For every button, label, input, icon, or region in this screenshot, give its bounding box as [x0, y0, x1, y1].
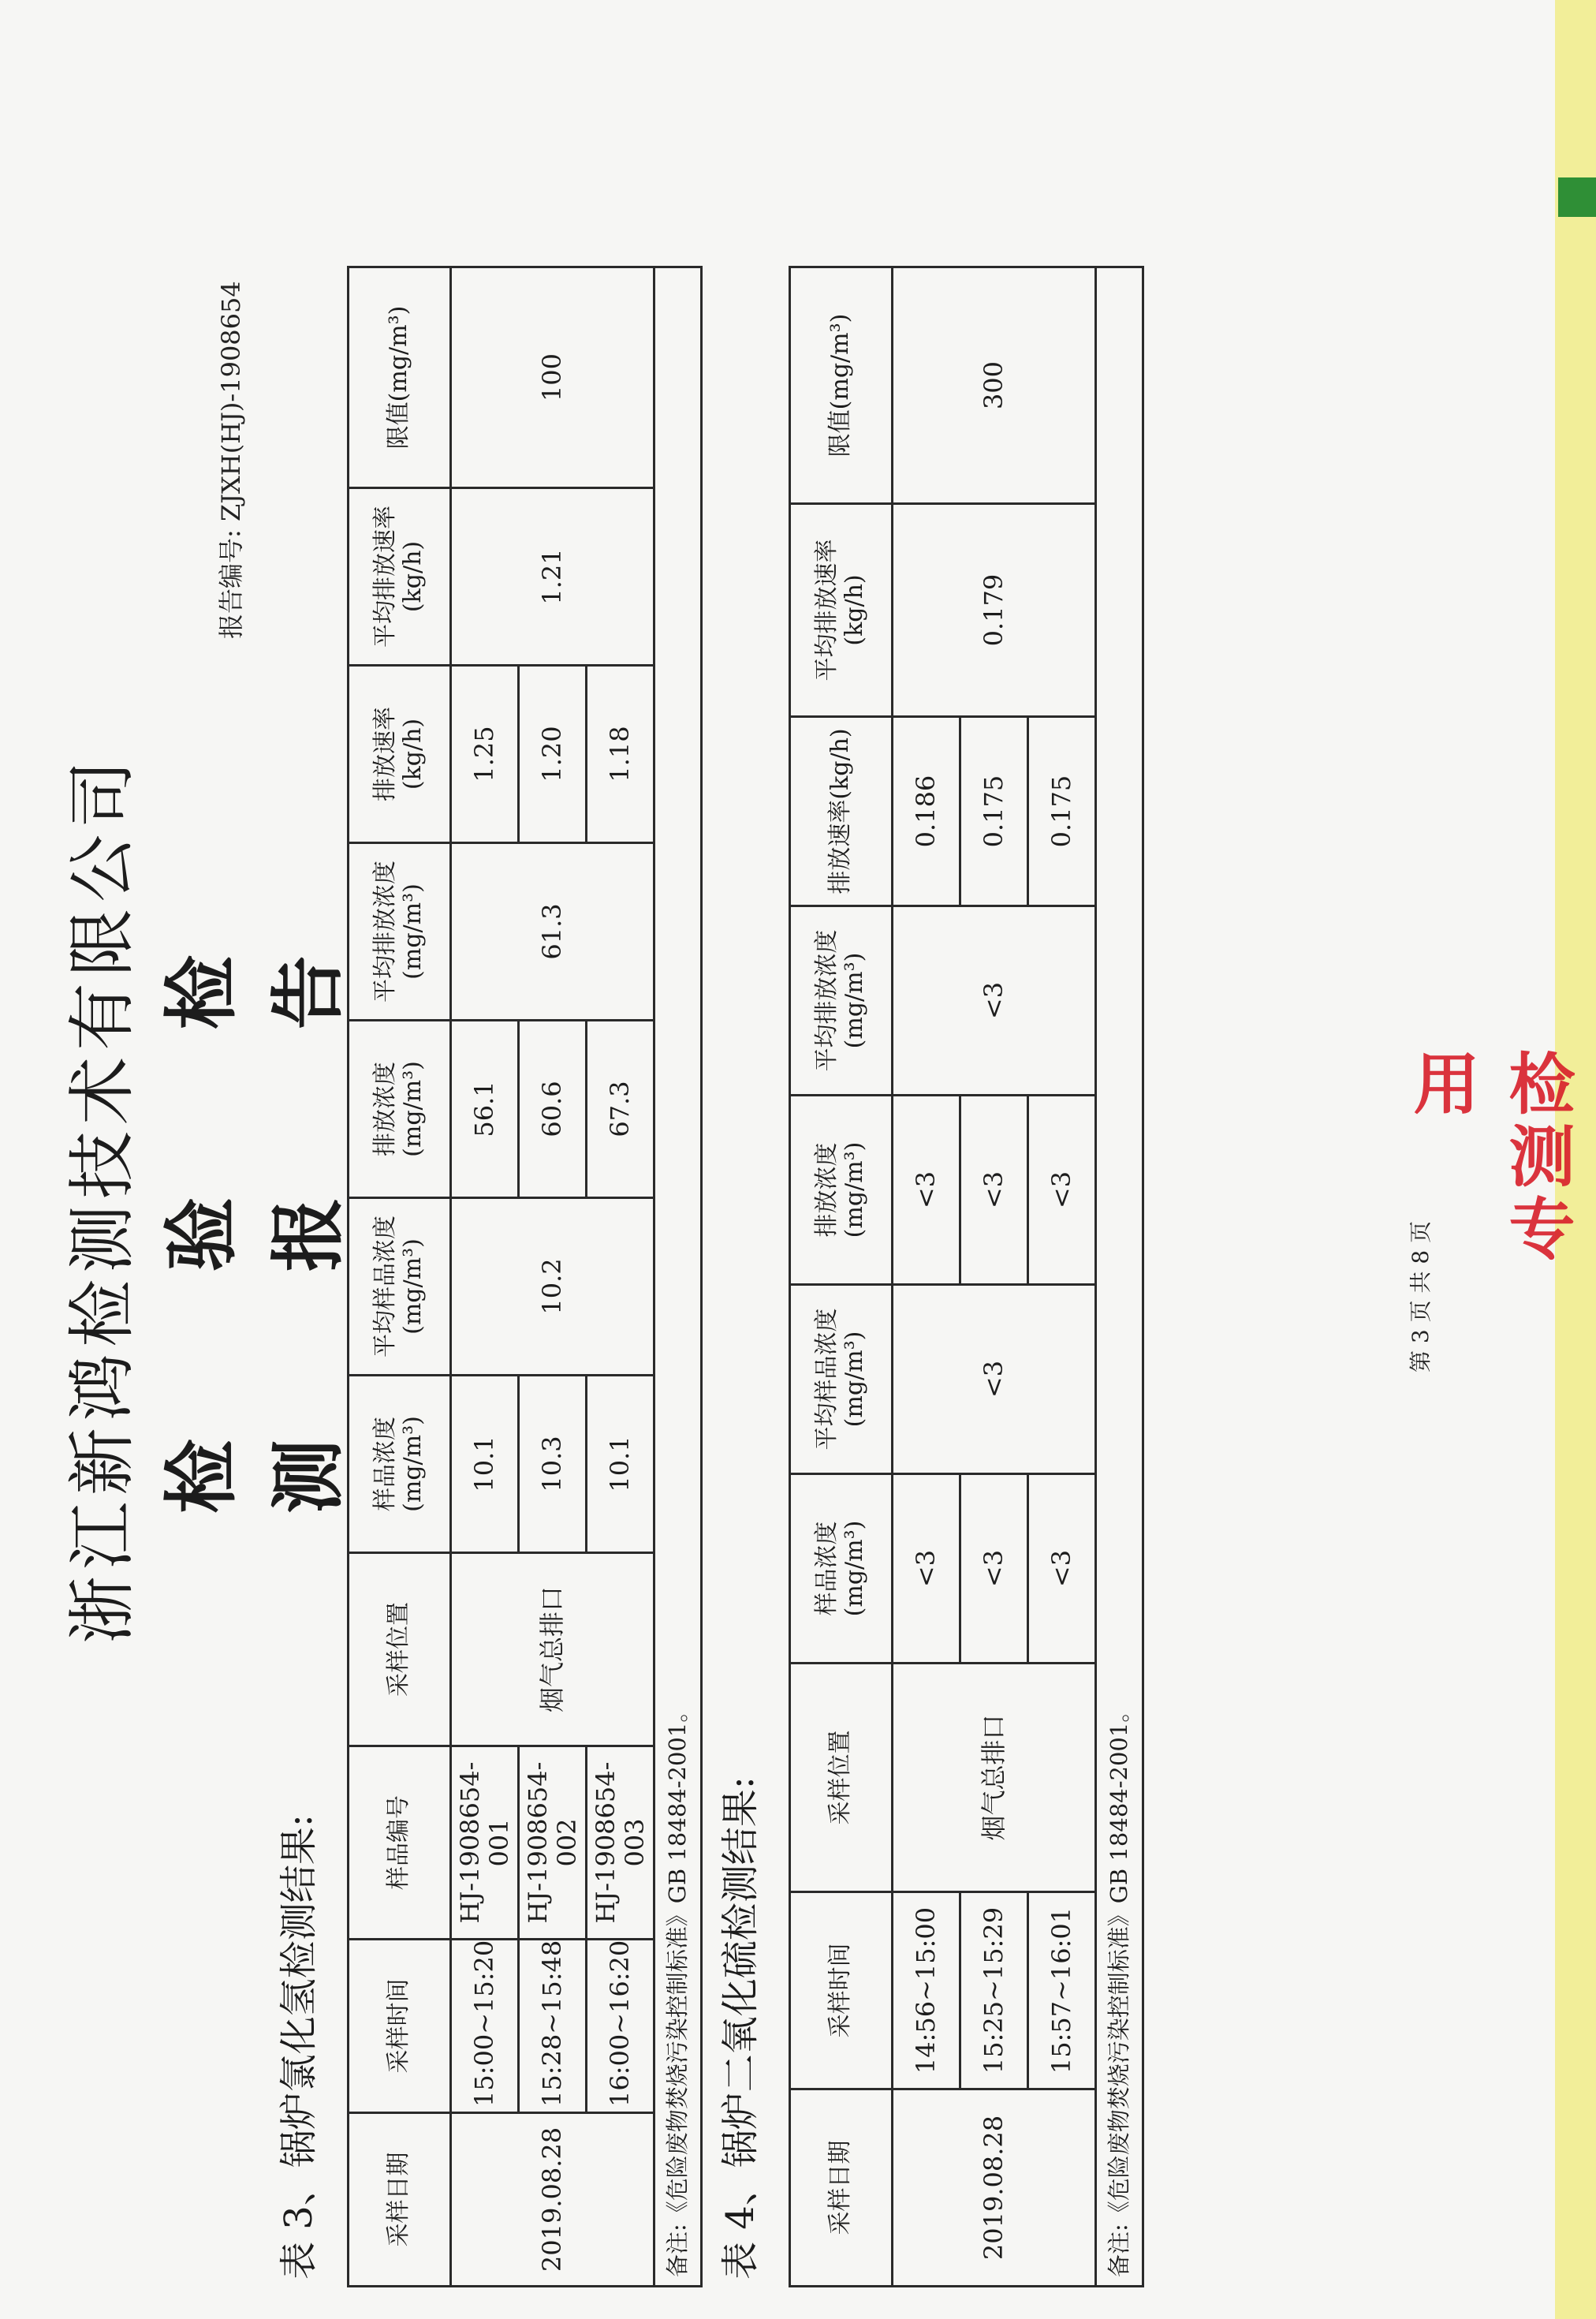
sample-conc: 10.3: [519, 1376, 587, 1553]
emission-conc: 67.3: [587, 1021, 654, 1198]
header-cell: 采样日期: [790, 2089, 893, 2287]
table3-caption: 表 3、锅炉氯化氢检测结果:: [277, 1814, 321, 2280]
header-cell: 样品浓度(mg/m³): [790, 1474, 893, 1664]
table3-hcl-results: [347, 266, 703, 2287]
sample-id: HJ-1908654-003: [587, 1746, 654, 1940]
table-row: [451, 267, 519, 2287]
avg-emission-rate: 0.179: [893, 504, 1096, 717]
report-number: 报告编号: ZJXH(HJ)-1908654: [216, 281, 246, 639]
header-cell: 采样位置: [349, 1553, 451, 1746]
header-cell: 采样时间: [790, 1892, 893, 2089]
table-header-row: [790, 267, 893, 2287]
emission-rate: 0.175: [1028, 717, 1096, 906]
header-cell: 采样位置: [790, 1664, 893, 1892]
header-cell: 排放速率(kg/h): [790, 717, 893, 906]
sample-location: 烟气总排口: [893, 1664, 1096, 1892]
red-stamp: 检测专用: [1403, 1049, 1576, 1267]
header-cell: 平均排放浓度 (mg/m³): [790, 906, 893, 1096]
header-cell: 平均排放速率 (kg/h): [349, 488, 451, 666]
table4-so2-results: [789, 266, 1144, 2287]
company-name: 浙江新鸿检测技术有限公司: [63, 754, 142, 1644]
table4-caption: 表 4、锅炉二氧化硫检测结果:: [718, 1776, 763, 2280]
sample-time: 15:57~16:01: [1028, 1892, 1096, 2089]
emission-conc: 56.1: [451, 1021, 519, 1198]
table3-note: 备注:《危险废物焚烧污染控制标准》GB 18484-2001。: [654, 267, 702, 2287]
header-cell: 排放速率(kg/h): [349, 666, 451, 843]
header-cell: 采样日期: [349, 2113, 451, 2287]
emission-conc: <3: [960, 1096, 1028, 1285]
header-cell: 样品浓度 (mg/m³): [349, 1376, 451, 1553]
rotated-report-page: [16, 95, 1546, 2303]
avg-sample-conc: <3: [893, 1285, 1096, 1474]
header-cell: 采样时间: [349, 1940, 451, 2113]
limit-value: 300: [893, 267, 1096, 504]
emission-rate: 1.25: [451, 666, 519, 843]
table4-note: 备注:《危险废物焚烧污染控制标准》GB 18484-2001。: [1096, 267, 1143, 2287]
avg-sample-conc: 10.2: [451, 1198, 654, 1376]
emission-rate: 1.20: [519, 666, 587, 843]
sample-time: 15:00~15:20: [451, 1940, 519, 2113]
sample-time: 15:28~15:48: [519, 1940, 587, 2113]
sample-conc: <3: [893, 1474, 960, 1664]
header-cell: 排放浓度 (mg/m³): [349, 1021, 451, 1198]
sample-conc: 10.1: [587, 1376, 654, 1553]
avg-emission-rate: 1.21: [451, 488, 654, 666]
table-header-row: [349, 267, 451, 2287]
header-cell: 限值(mg/m³): [349, 267, 451, 488]
avg-emission-conc: 61.3: [451, 843, 654, 1021]
emission-conc: 60.6: [519, 1021, 587, 1198]
header-cell: 平均排放浓度 (mg/m³): [349, 843, 451, 1021]
emission-rate: 1.18: [587, 666, 654, 843]
header-cell: 平均样品浓度 (mg/m³): [349, 1198, 451, 1376]
limit-value: 100: [451, 267, 654, 488]
sample-conc: <3: [1028, 1474, 1096, 1664]
sample-date: 2019.08.28: [451, 2113, 654, 2287]
emission-conc: <3: [1028, 1096, 1096, 1285]
sample-location: 烟气总排口: [451, 1553, 654, 1746]
page-number: 第 3 页 共 8 页: [1408, 1220, 1434, 1372]
sample-id: HJ-1908654-001: [451, 1746, 519, 1940]
header-cell: 限值(mg/m³): [790, 267, 893, 504]
sample-conc: <3: [960, 1474, 1028, 1664]
header-cell: 样品编号: [349, 1746, 451, 1940]
sample-time: 15:25~15:29: [960, 1892, 1028, 2089]
sample-id: HJ-1908654-002: [519, 1746, 587, 1940]
sample-time: 14:56~15:00: [893, 1892, 960, 2089]
emission-rate: 0.186: [893, 717, 960, 906]
header-cell: 平均样品浓度 (mg/m³): [790, 1285, 893, 1474]
table-row: [893, 267, 960, 2287]
sample-time: 16:00~16:20: [587, 1940, 654, 2113]
header-cell: 排放浓度(mg/m³): [790, 1096, 893, 1285]
sample-date: 2019.08.28: [893, 2089, 1096, 2287]
avg-emission-conc: <3: [893, 906, 1096, 1096]
sample-conc: 10.1: [451, 1376, 519, 1553]
table-note-row: [654, 267, 702, 2287]
emission-rate: 0.175: [960, 717, 1028, 906]
header-cell: 平均排放速率 (kg/h): [790, 504, 893, 717]
report-title: 检 验 检 测 报 告: [158, 884, 352, 1514]
green-tab: [1558, 177, 1596, 217]
emission-conc: <3: [893, 1096, 960, 1285]
table-note-row: [1096, 267, 1143, 2287]
